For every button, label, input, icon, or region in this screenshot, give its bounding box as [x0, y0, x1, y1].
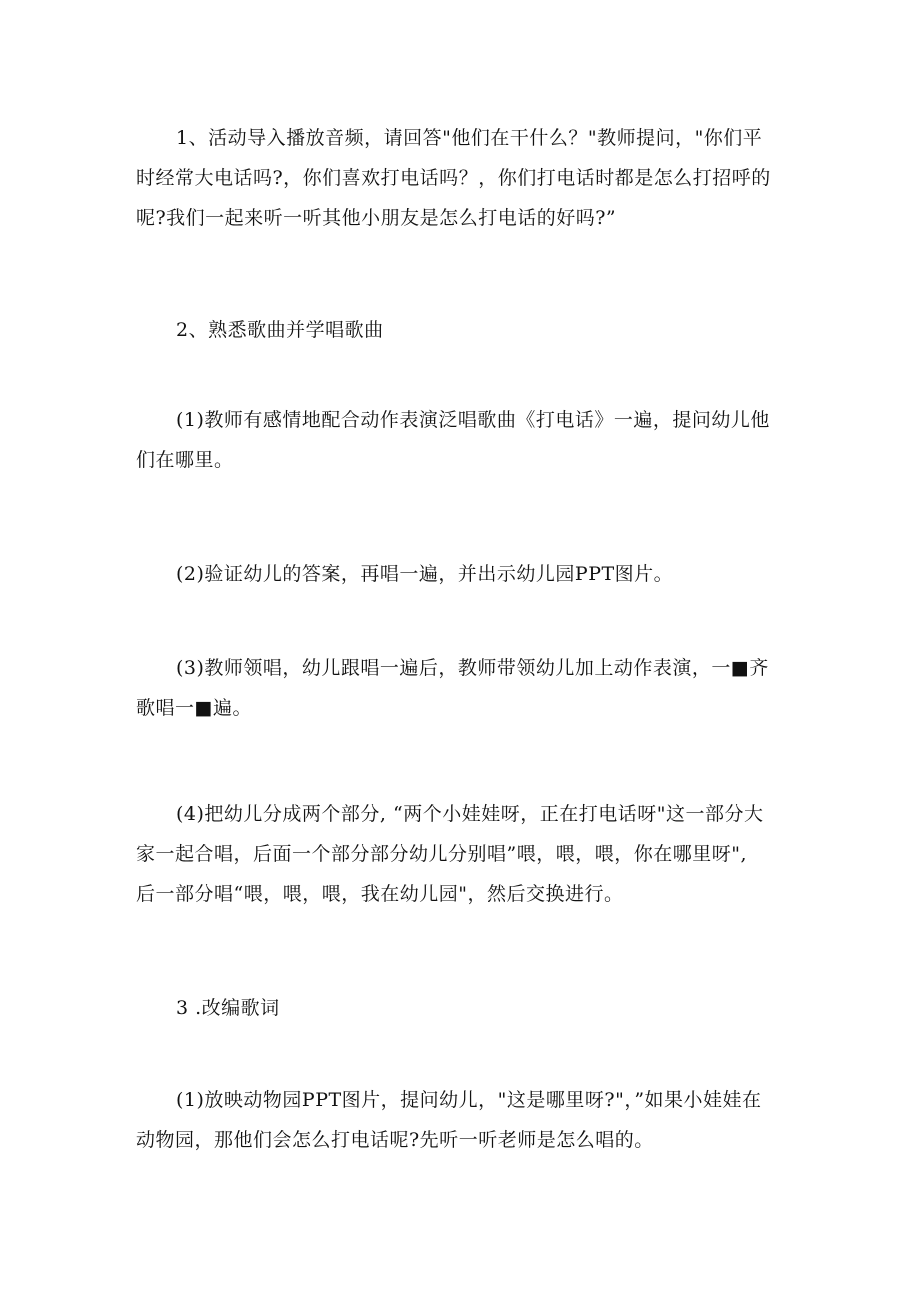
section-heading-adapt-lyrics	[136, 988, 786, 1028]
paragraph-step-3	[136, 648, 786, 728]
paragraph-step-4	[136, 794, 786, 914]
paragraph-step-2	[136, 554, 786, 594]
section-heading-learn-song	[136, 310, 786, 350]
text-line: (2)验证幼儿的答案，再唱一遍，并出示幼儿园PPT图片。	[176, 563, 674, 585]
text-line: (1)教师有感情地配合动作表演泛唱歌曲《打电话》一遍，提问幼儿他	[176, 409, 770, 431]
text-line: 歌唱一■遍。	[136, 697, 252, 719]
text-line: 1、活动导入播放音频，请回答"他们在干什么？"教师提问，"你们平	[176, 127, 763, 149]
paragraph-lyrics-step-1	[136, 1080, 786, 1160]
paragraph-activity-intro	[136, 118, 786, 238]
text-line: 们在哪里。	[136, 449, 234, 471]
text-line: 时经常大电话吗?，你们喜欢打电话吗？，你们打电话时都是怎么打招呼的	[136, 167, 771, 189]
text-line: 家一起合唱，后面一个部分部分幼儿分别唱”喂，喂，喂，你在哪里呀",	[136, 843, 747, 865]
text-line: 后一部分唱“喂，喂，喂，我在幼儿园"，然后交换进行。	[136, 883, 624, 905]
text-line: 2、熟悉歌曲并学唱歌曲	[176, 319, 384, 341]
text-line: 动物园，那他们会怎么打电话呢?先听一听老师是怎么唱的。	[136, 1129, 654, 1151]
text-line: 呢?我们一起来听一听其他小朋友是怎么打电话的好吗?”	[136, 207, 617, 229]
text-line: (1)放映动物园PPT图片，提问幼儿，"这是哪里呀?"，”如果小娃娃在	[176, 1089, 762, 1111]
text-line: (4)把幼儿分成两个部分, “两个小娃娃呀，正在打电话呀"这一部分大	[176, 803, 764, 825]
text-line: 3 .改编歌词	[176, 997, 280, 1019]
text-line: (3)教师领唱，幼儿跟唱一遍后，教师带领幼儿加上动作表演，一■齐	[176, 657, 769, 679]
paragraph-step-1	[136, 400, 786, 480]
